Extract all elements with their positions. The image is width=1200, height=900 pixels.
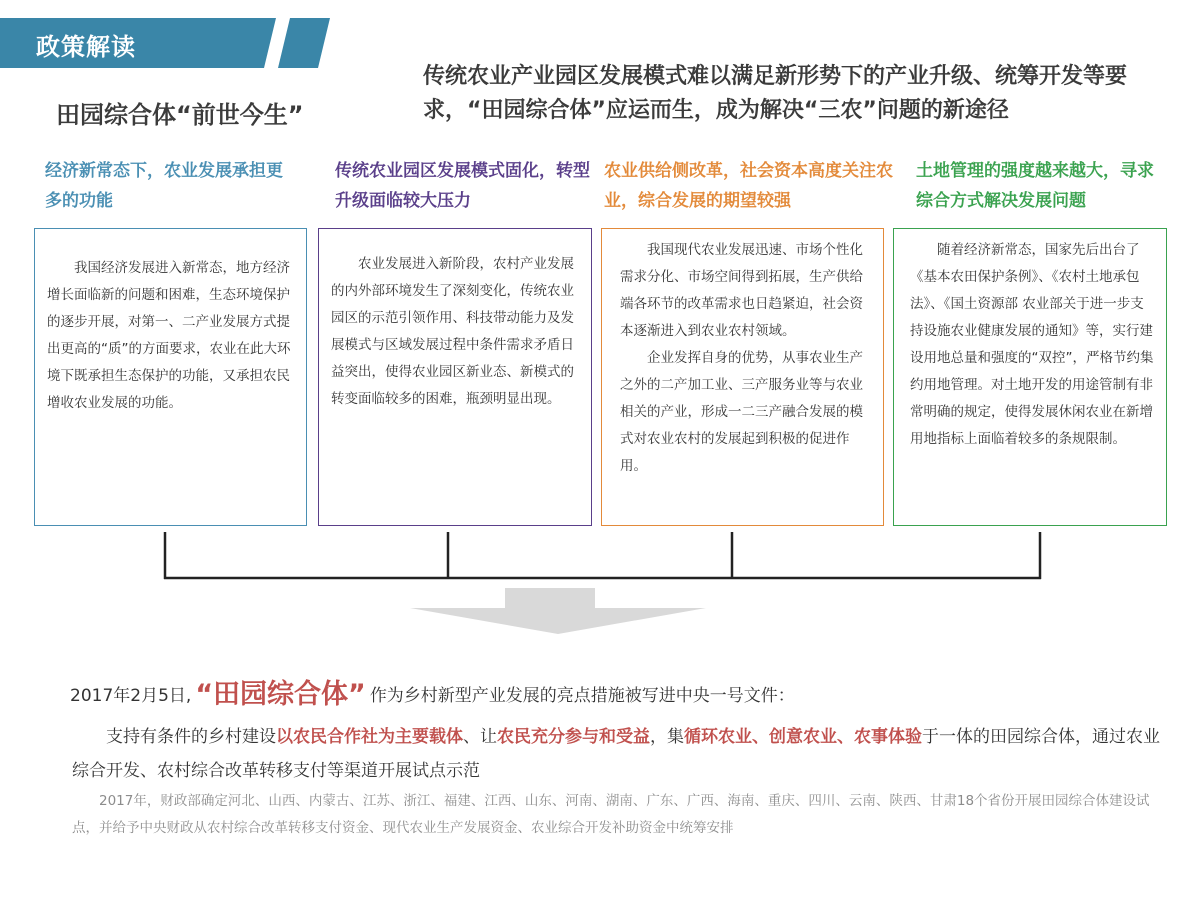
intro-after-text: 作为乡村新型产业发展的亮点措施被写进中央一号文件：	[369, 686, 795, 706]
support-text: 、让	[463, 727, 497, 747]
support-highlight: 农民充分参与和受益	[497, 727, 650, 747]
column-title-4: 土地管理的强度越来越大，寻求综合方式解决发展问题	[916, 161, 1154, 211]
page-subtitle: 田园综合体“前世今生”	[56, 101, 304, 129]
policy-support-text	[72, 720, 1162, 788]
support-text: 支持有条件的乡村建设	[106, 727, 276, 747]
column-title-3: 农业供给侧改革，社会资本高度关注农业，综合发展的期望较强	[604, 161, 893, 211]
connector-bracket	[150, 532, 1050, 584]
column-box-2	[318, 228, 592, 526]
section-label: 政策解读	[36, 33, 136, 61]
column-box-4	[893, 228, 1167, 526]
support-text: 于一体的田园综合体，通过农业综合开发、农村综合改革转移支付等渠道开展试点示范	[72, 727, 1160, 781]
column-box-1	[34, 228, 307, 526]
column-text: 我国经济发展进入新常态，地方经济增长面临新的问题和困难，生态环境保护的逐步开展，对第一、二产业发展方式提出更高的“质”的方面要求，农业在此大环境下既承担生态保护的功能，又承担农民增收农业发展的功能。	[47, 260, 291, 411]
support-text: ，集	[650, 727, 684, 747]
intro-highlight-name: “田园综合体”	[195, 679, 366, 710]
policy-intro	[70, 672, 795, 711]
column-text: 企业发挥自身的优势，从事农业生产之外的二产加工业、三产服务业等与农业相关的产业，形成一二三产融合发展的模式对农业农村的发展起到积极的促进作用。	[620, 350, 863, 474]
down-arrow-icon	[410, 588, 710, 636]
column-text: 农业发展进入新阶段，农村产业发展的内外部环境发生了深刻变化，传统农业园区的示范引领作用、科技带动能力及发展模式与区域发展过程中条件需求矛盾日益突出，使得农业园区新业态、新模式的转变面临较多的困难，瓶颈明显出现。	[331, 256, 574, 407]
column-text: 我国现代农业发展迅速、市场个性化需求分化、市场空间得到拓展，生产供给端各环节的改革需求也日趋紧迫，社会资本逐渐进入到农业农村领域。	[620, 242, 863, 339]
page-headline: 传统农业产业园区发展模式难以满足新形势下的产业升级、统筹开发等要求，“田园综合体”应运而生，成为解决“三农”问题的新途径	[423, 64, 1128, 123]
column-title-2: 传统农业园区发展模式固化，转型升级面临较大压力	[335, 161, 590, 211]
column-text: 随着经济新常态，国家先后出台了《基本农田保护条例》、《农村土地承包法》、《国土资源部 农业部关于进一步支持设施农业健康发展的通知》等，实行建设用地总量和强度的“双控”，严格节约集约用地管理。对土地开发的用途管制有非常明确的规定，使得发展休闲农业在新增用地指标上面临着较多的条规限制。	[910, 242, 1154, 447]
column-box-3	[601, 228, 884, 526]
column-title-1: 经济新常态下，农业发展承担更多的功能	[45, 161, 283, 211]
pilot-note: 2017年，财政部确定河北、山西、内蒙古、江苏、浙江、福建、江西、山东、河南、湖南、广东、广西、海南、重庆、四川、云南、陕西、甘肃18个省份开展田园综合体建设试点，并给予中央财政从农村综合改革转移支付资金、现代农业生产发展资金、农业综合开发补助资金中统筹安排	[72, 793, 1150, 836]
support-highlight: 循环农业、创意农业、农事体验	[684, 727, 922, 747]
support-highlight: 以农民合作社为主要载体	[276, 727, 463, 747]
intro-date: 2017年2月5日,	[70, 686, 192, 706]
